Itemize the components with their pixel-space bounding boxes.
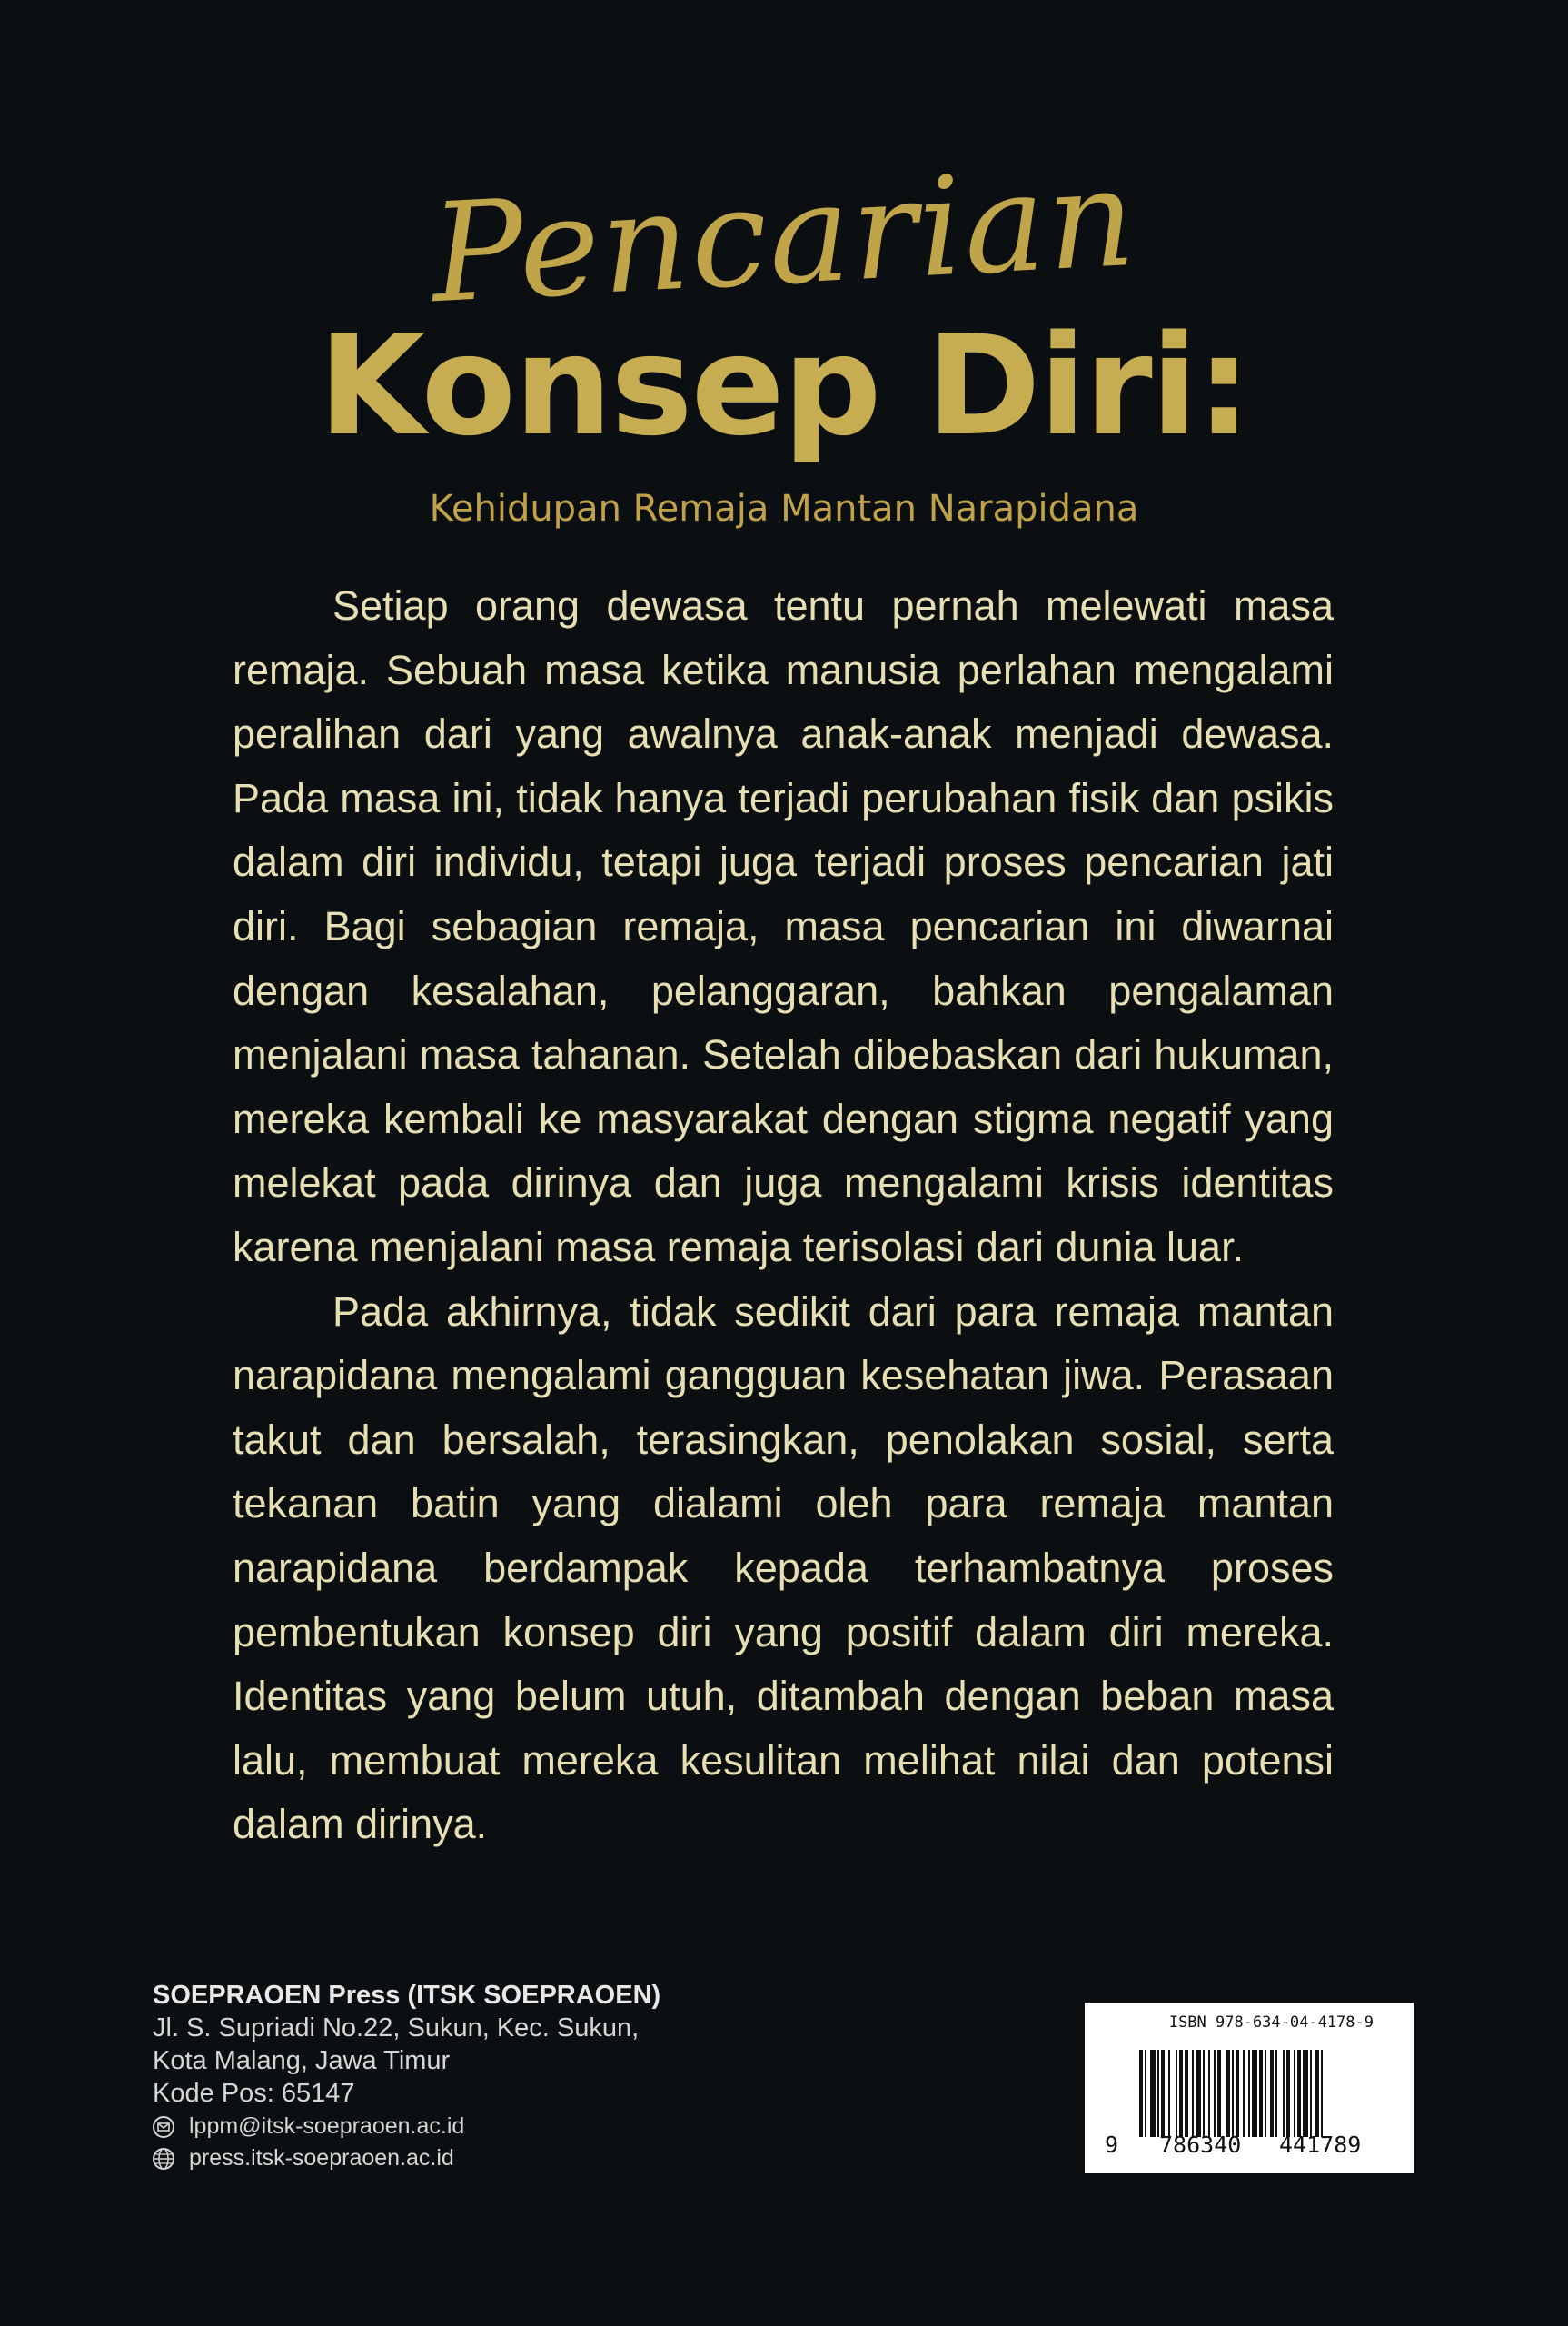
barcode-bar: [1192, 2050, 1194, 2137]
barcode-bar: [1252, 2050, 1257, 2137]
publisher-website[interactable]: press.itsk-soepraoen.ac.id: [189, 2145, 454, 2171]
title-main: Konsep Diri:: [318, 305, 1250, 466]
barcode-bar: [1179, 2050, 1183, 2137]
barcode-bars: [1139, 2050, 1384, 2137]
publisher-postal: Kode Pos: 65147: [153, 2079, 355, 2108]
barcode-bar: [1185, 2050, 1188, 2137]
barcode-bar: [1303, 2050, 1308, 2137]
publisher-name: SOEPRAOEN Press (ITSK SOEPRAOEN): [153, 1981, 661, 2010]
barcode-digits-right: 441789: [1279, 2132, 1362, 2158]
barcode-bar: [1232, 2050, 1234, 2137]
publisher-info: [153, 1979, 789, 2173]
barcode-bar: [1297, 2050, 1301, 2137]
isbn-barcode: [1085, 2003, 1414, 2173]
blurb: [233, 574, 1334, 1857]
barcode-bar: [1315, 2050, 1319, 2137]
barcode-bar: [1157, 2050, 1159, 2137]
publisher-website-row: [153, 2143, 789, 2173]
barcode-bar: [1145, 2050, 1146, 2137]
barcode-bar: [1236, 2050, 1239, 2137]
barcode-digit-lead: 9: [1105, 2132, 1119, 2158]
barcode-bar: [1176, 2050, 1177, 2137]
barcode-bar: [1294, 2050, 1295, 2137]
barcode-bar: [1265, 2050, 1266, 2137]
barcode-bar: [1270, 2050, 1274, 2137]
barcode-bar: [1283, 2050, 1285, 2137]
barcode-bar: [1321, 2050, 1323, 2137]
publisher-address-line1: Jl. S. Supriadi No.22, Sukun, Kec. Sukun,: [153, 2013, 640, 2043]
globe-icon: [153, 2148, 174, 2170]
barcode-bar: [1259, 2050, 1263, 2137]
subtitle: Kehidupan Remaja Mantan Narapidana: [429, 488, 1139, 530]
barcode-bar: [1203, 2050, 1205, 2137]
barcode-bar: [1226, 2050, 1230, 2137]
barcode-bar: [1196, 2050, 1201, 2137]
barcode-bar: [1217, 2050, 1221, 2137]
publisher-email-row: [153, 2112, 789, 2142]
barcode-bar: [1139, 2050, 1143, 2137]
barcode-bar: [1150, 2050, 1156, 2137]
barcode-bar: [1286, 2050, 1290, 2137]
publisher-email[interactable]: lppm@itsk-soepraoen.ac.id: [189, 2113, 465, 2139]
barcode-bar: [1310, 2050, 1312, 2137]
barcode-bar: [1161, 2050, 1165, 2137]
blurb-paragraph-1: Setiap orang dewasa tentu pernah melewati masa remaja. Sebuah masa ketika manusia perlahan mengalami peralihan dari yang awalnya anak-anak menjadi dewasa. Pada masa ini, tidak hanya terjadi perubahan fisik dan psikis dalam diri individu, tetapi juga terjadi proses pencarian jati diri. Bagi sebagian remaja, masa pencarian ini diwarnai dengan kesalahan, pelanggaran, bahkan pengalaman menjalani masa tahanan. Setelah dibebaskan dari hukuman, mereka kembali ke masyarakat dengan stigma negatif yang melekat pada dirinya dan juga mengalami krisis identitas karena menjalani masa remaja terisolasi dari dunia luar.: [233, 582, 1334, 1270]
isbn-label: ISBN 978-634-04-4178-9: [1168, 2013, 1374, 2032]
barcode-digits-left: 786340: [1159, 2132, 1242, 2158]
publisher-address-line2: Kota Malang, Jawa Timur: [153, 2046, 451, 2075]
barcode-bar: [1243, 2050, 1245, 2137]
barcode-bar: [1208, 2050, 1210, 2137]
title-script: Pencarian: [427, 138, 1141, 334]
blurb-paragraph-2: Pada akhirnya, tidak sedikit dari para remaja mantan narapidana mengalami gangguan kesehatan jiwa. Perasaan takut dan bersalah, terasingkan, penolakan sosial, serta tekanan batin yang dialami oleh para remaja mantan narapidana berdampak kepada terhambatnya proses pembentukan konsep diri yang positif dalam diri mereka. Identitas yang belum utuh, ditambah dengan beban masa lalu, membuat mereka kesulitan melihat nilai dan potensi dalam dirinya.: [233, 1287, 1334, 1848]
barcode-bar: [1214, 2050, 1216, 2137]
envelope-icon: [153, 2116, 174, 2138]
barcode-bar: [1248, 2050, 1250, 2137]
barcode-bar: [1275, 2050, 1277, 2137]
barcode-bar: [1168, 2050, 1170, 2137]
